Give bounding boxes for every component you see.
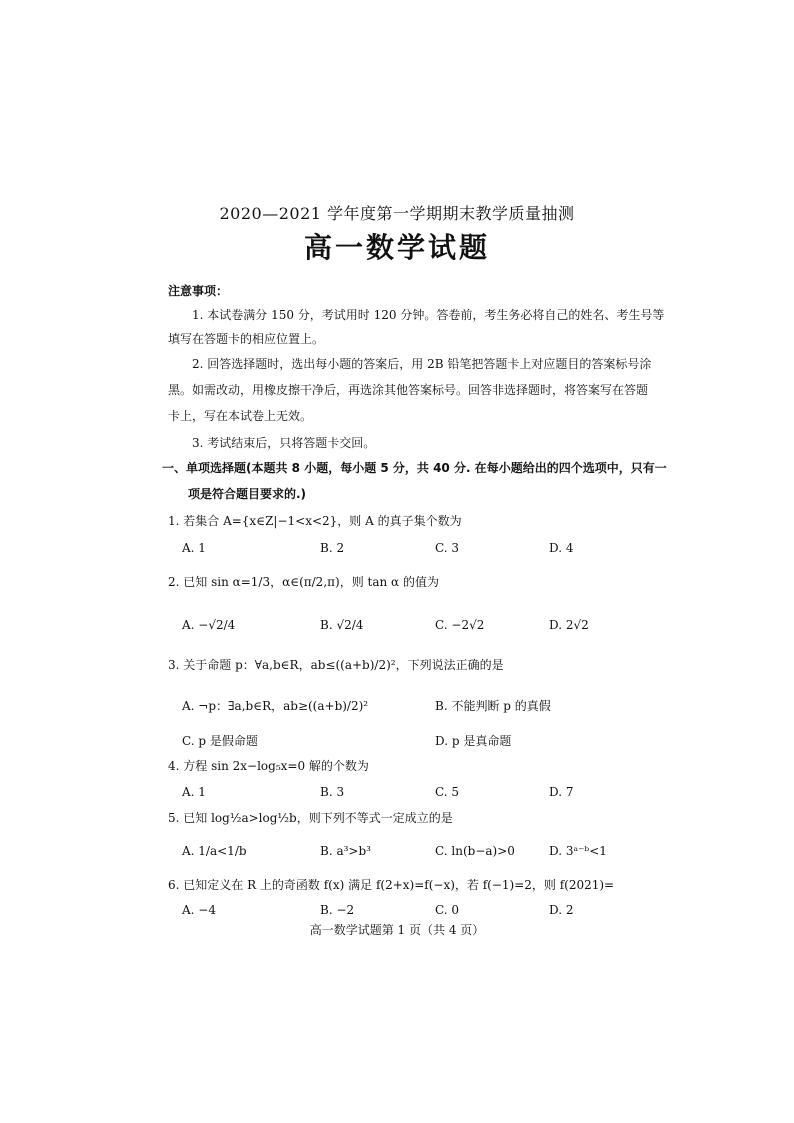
notice-heading: 注意事项： bbox=[168, 284, 229, 298]
question-1-option-d: D. 4 bbox=[549, 541, 574, 555]
notice-line-1: 1. 本试卷满分 150 分，考试用时 120 分钟。答卷前，考生务必将自己的姓名、考生号等 bbox=[192, 308, 665, 322]
question-6-stem: 6. 已知定义在 R 上的奇函数 f(x) 满足 f(2+x)=f(−x)，若 f(−1)=2，则 f(2021)= bbox=[168, 878, 615, 892]
question-5-option-d: D. 3ᵃ⁻ᵇ<1 bbox=[549, 844, 607, 858]
question-5-option-c: C. ln(b−a)>0 bbox=[435, 844, 515, 858]
question-4-option-a: A. 1 bbox=[182, 785, 206, 799]
question-2-option-d: D. 2√2 bbox=[549, 618, 589, 632]
question-4-stem: 4. 方程 sin 2x−log₅x=0 解的个数为 bbox=[168, 759, 369, 773]
page-footer: 高一数学试题第 1 页（共 4 页） bbox=[309, 923, 485, 937]
question-5-option-a: A. 1/a<1/b bbox=[182, 844, 247, 858]
section-heading-line-2: 项是符合题目要求的.) bbox=[188, 487, 307, 501]
notice-line-6: 3. 考试结束后，只将答题卡交回。 bbox=[192, 436, 376, 450]
question-6-option-a: A. −4 bbox=[182, 903, 216, 917]
question-2-option-a: A. −√2/4 bbox=[182, 618, 236, 632]
notice-line-5: 卡上，写在本试卷上无效。 bbox=[168, 409, 313, 423]
question-5-option-b: B. a³>b³ bbox=[320, 844, 371, 858]
exam-subtitle: 2020—2021 学年度第一学期期末教学质量抽测 bbox=[219, 204, 575, 223]
question-1-option-c: C. 3 bbox=[435, 541, 460, 555]
question-4-option-d: D. 7 bbox=[549, 785, 574, 799]
question-6-option-d: D. 2 bbox=[549, 903, 574, 917]
question-3-option-c: C. p 是假命题 bbox=[182, 734, 258, 748]
question-5-stem: 5. 已知 log½a>log½b，则下列不等式一定成立的是 bbox=[168, 811, 453, 825]
notice-line-3: 2. 回答选择题时，选出每小题的答案后，用 2B 铅笔把答题卡上对应题目的答案标号涂 bbox=[192, 357, 652, 371]
question-3-stem: 3. 关于命题 p：∀a,b∈R，ab≤((a+b)/2)²，下列说法正确的是 bbox=[168, 658, 504, 672]
question-1-stem: 1. 若集合 A={x∈Z|−1<x<2}，则 A 的真子集个数为 bbox=[168, 514, 462, 528]
exam-title: 高一数学试题 bbox=[303, 231, 490, 264]
question-2-stem: 2. 已知 sin α=1/3，α∈(π/2,π)，则 tan α 的值为 bbox=[168, 575, 439, 589]
question-6-option-b: B. −2 bbox=[320, 903, 355, 917]
question-2-option-b: B. √2/4 bbox=[320, 618, 364, 632]
question-3-option-a: A. ¬p：∃a,b∈R，ab≥((a+b)/2)² bbox=[182, 699, 369, 713]
question-4-option-c: C. 5 bbox=[435, 785, 460, 799]
question-3-option-d: D. p 是真命题 bbox=[435, 734, 512, 748]
question-1-option-b: B. 2 bbox=[320, 541, 345, 555]
question-6-option-c: C. 0 bbox=[435, 903, 460, 917]
question-2-option-c: C. −2√2 bbox=[435, 618, 485, 632]
notice-line-4: 黑。如需改动，用橡皮擦干净后，再选涂其他答案标号。回答非选择题时，将答案写在答题 bbox=[168, 383, 649, 397]
question-4-option-b: B. 3 bbox=[320, 785, 345, 799]
notice-line-2: 填写在答题卡的相应位置上。 bbox=[168, 332, 325, 346]
section-heading-line-1: 一、单项选择题(本题共 8 小题，每小题 5 分，共 40 分. 在每小题给出的四个选项中，只有一 bbox=[162, 461, 667, 475]
question-1-option-a: A. 1 bbox=[182, 541, 206, 555]
question-3-option-b: B. 不能判断 p 的真假 bbox=[435, 699, 551, 713]
